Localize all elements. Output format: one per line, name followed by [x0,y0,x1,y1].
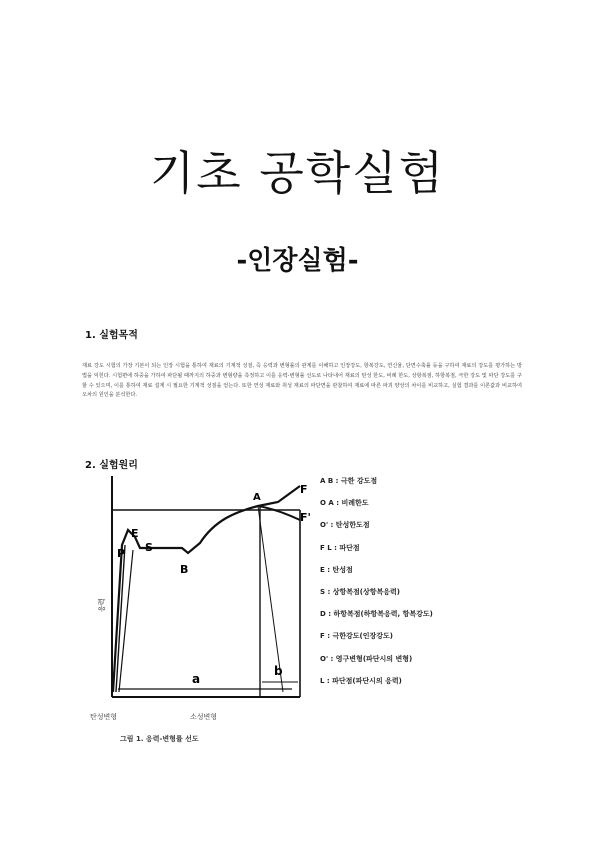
legend-item: A B : 극한 강도점 [320,477,378,485]
legend-item: O A : 비례한도 [320,499,369,508]
point-label-b: B [180,563,189,576]
legend-item: S : 상항복점(상항복응력) [320,587,400,596]
document-title: 기초 공학실험 [149,146,446,200]
point-label-f: F [300,483,308,496]
legend-item: D : 하항복점(하항복응력, 항복강도) [320,610,433,619]
document-subtitle: -인장실험- [236,246,359,276]
y-axis-label: 응력 [98,598,106,612]
segment-label-a: a [192,672,201,686]
section-heading-purpose: 1. 실험목적 [85,330,138,341]
diagram-legend [320,476,480,698]
segment-label-b: b [274,664,283,678]
legend-item: F L : 파단점 [320,543,360,552]
legend-item: F : 극한강도(인장강도) [320,632,393,641]
point-label-a: A [253,492,261,503]
legend-item: L : 파단점(파단시의 응력) [320,676,402,685]
legend-item: O' : 영구변형(파단시의 변형) [320,654,413,663]
point-label-e: E [131,527,139,540]
legend-item: O' : 탄성한도점 [320,521,370,530]
point-label-p: P [117,547,126,560]
x-label-plastic: 소성변형 [190,713,218,721]
stress-strain-curve [113,486,300,692]
section-heading-principle: 2. 실험원리 [85,460,138,471]
unloading-curve [258,506,300,520]
legend-item: E : 탄성점 [320,565,353,574]
point-label-f-prime: F' [300,511,311,524]
point-label-s: S [145,541,153,554]
figure-caption: 그림 1. 응력-변형률 선도 [120,735,199,743]
purpose-paragraph: 재료 강도 시험의 가장 기본이 되는 인장 시험을 통하여 재료의 기계적 성질, 즉 응력과 변형률의 관계를 이해하고 인장강도, 항복강도, 연신율, 단면수축률 등을 구하여 재료의 강도를 평가하는 방법을 익힌다. 시험편에 하중을 가하여 파단될 때까지의 하중과 변형량을 측정하고 이를 응력-변형률 선도로 나타내어 재료의 탄성 한도, 비례 한도, 상항복점, 하항복점, 극한 강도 및 파단 강도를 구할 수 있으며, 이를 통하여 재료 설계 시 필요한 기계적 성질을 얻는다. 또한 연성 재료와 취성 재료의 파단면을 관찰하여 재료에 따른 파괴 양상의 차이를 비교하고, 실험 결과를 이론값과 비교하여 오차의 원인을 분석한다. [82,363,522,399]
x-label-elastic: 탄성변형 [90,713,118,721]
